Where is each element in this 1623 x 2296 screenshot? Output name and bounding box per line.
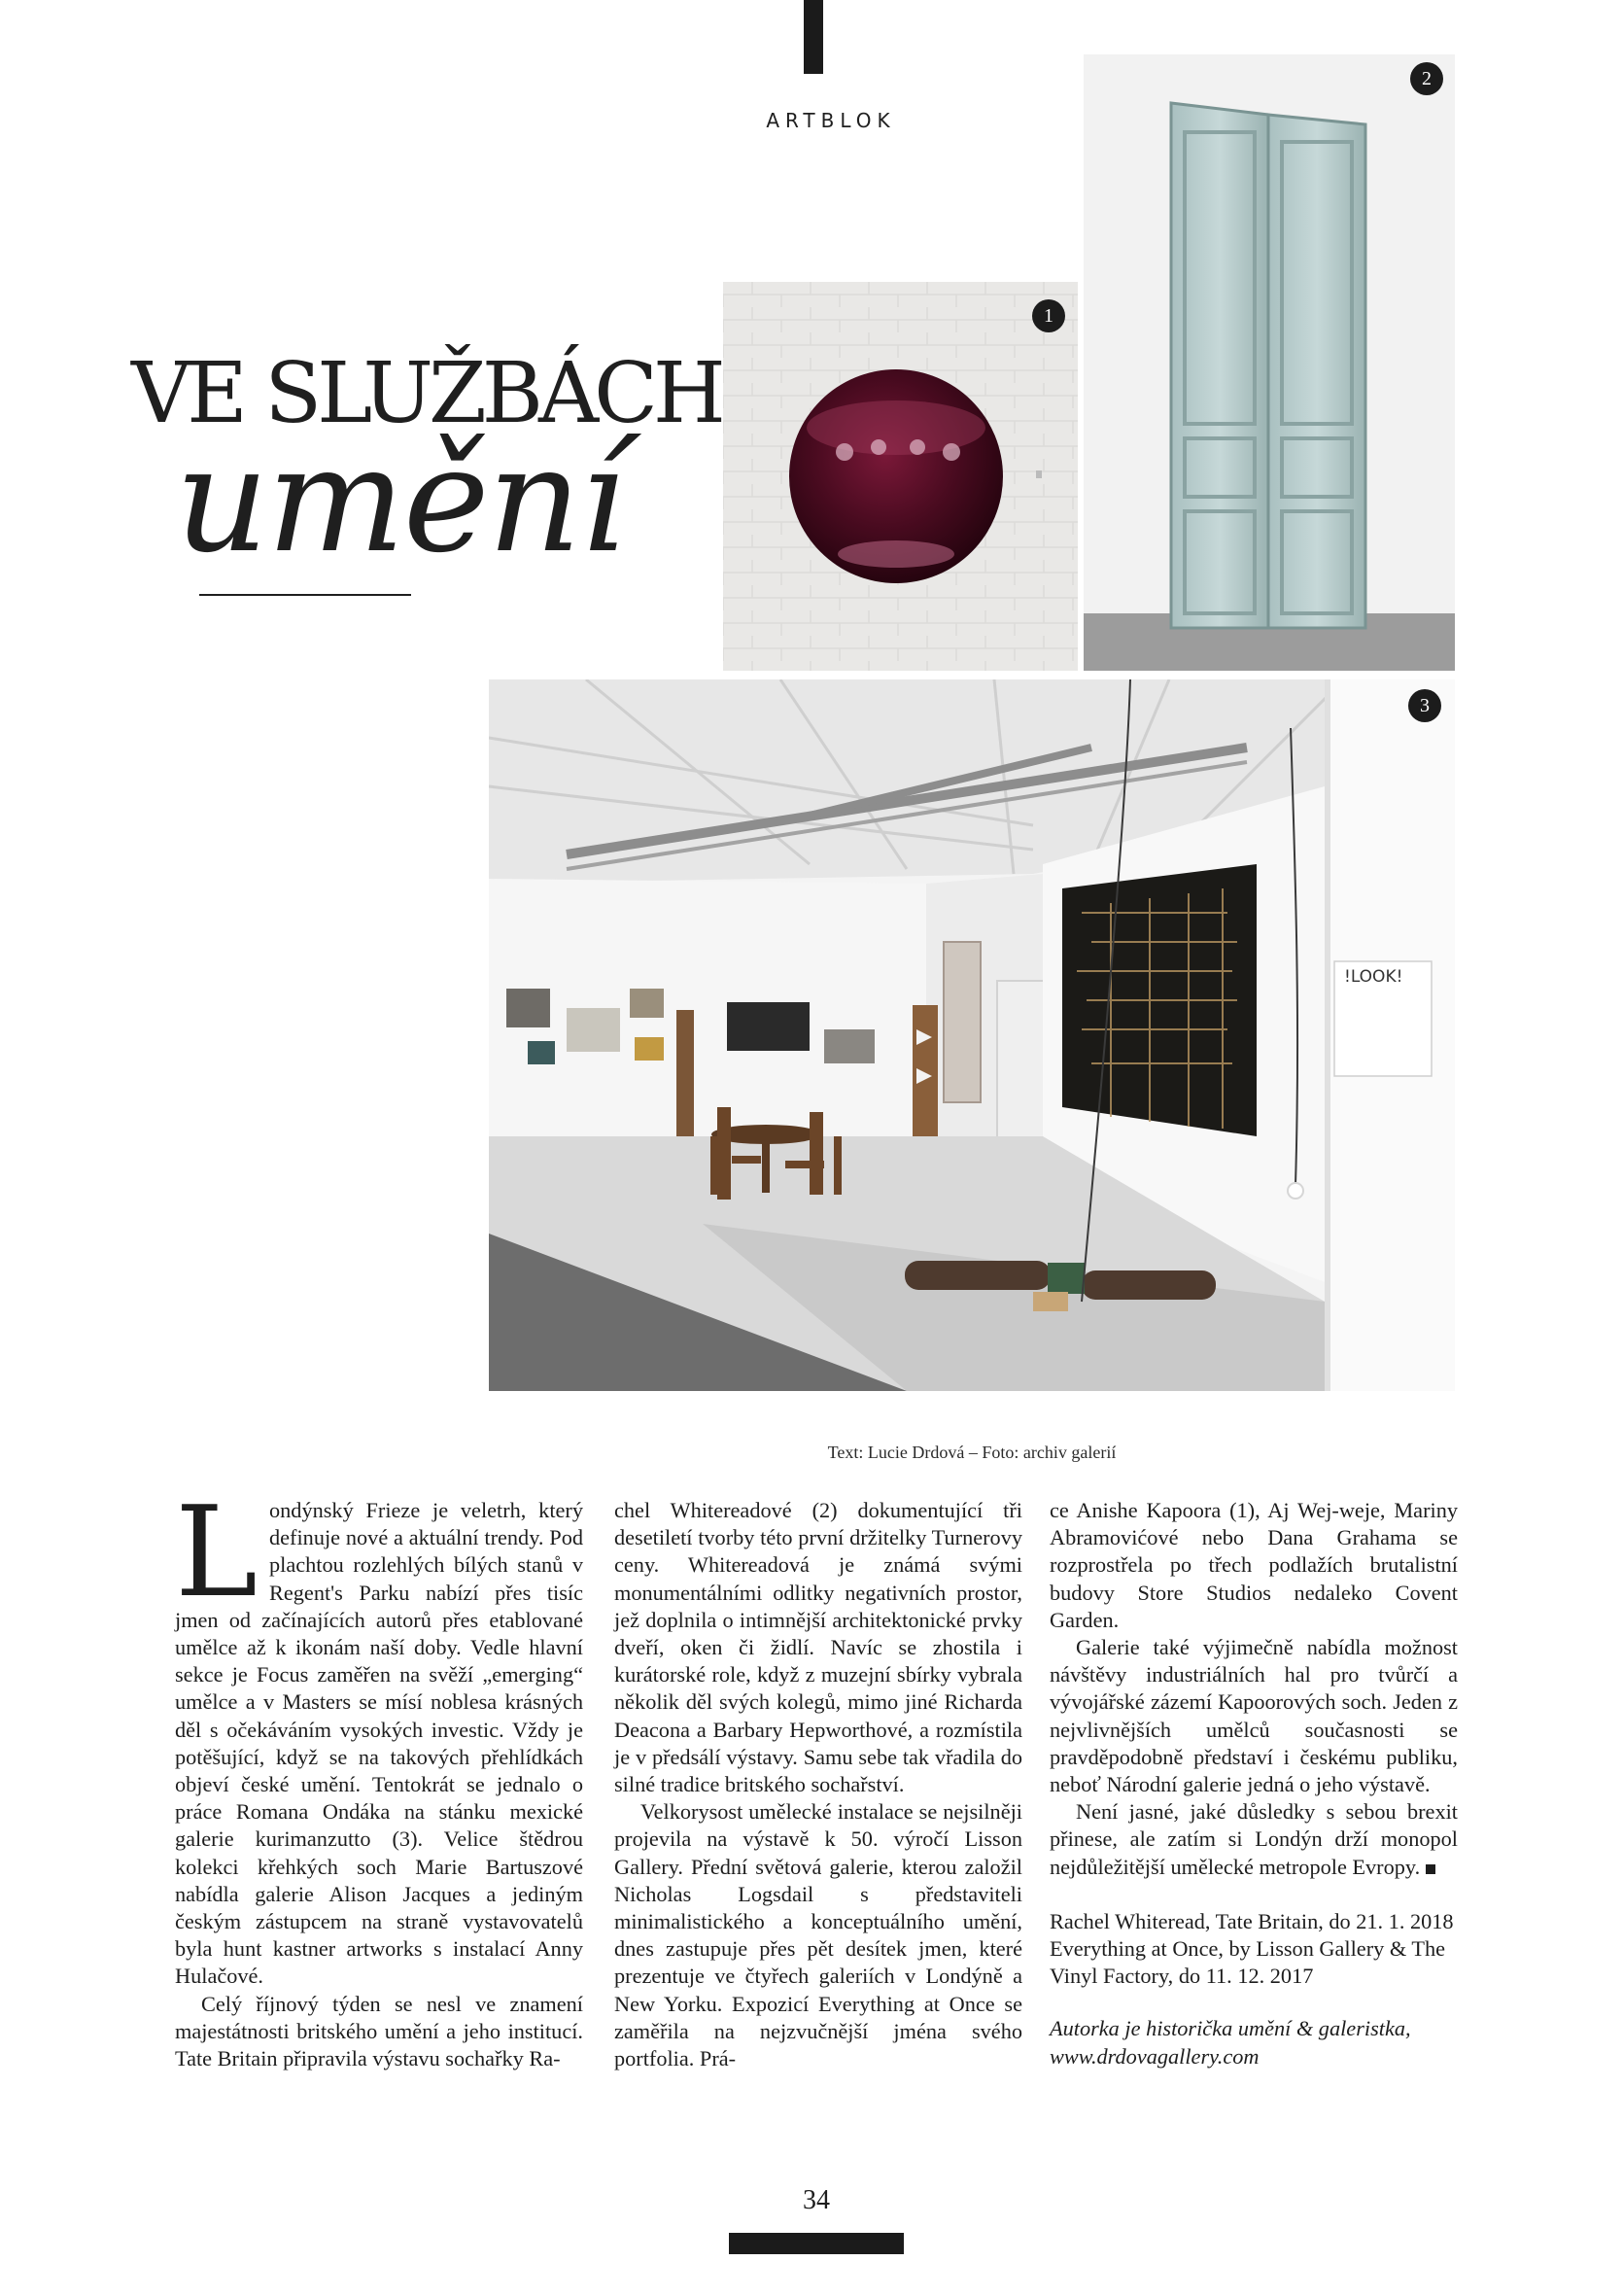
headline-underline [199,594,411,596]
end-of-article-mark [1426,1864,1435,1874]
photo-number-badge: 1 [1032,299,1065,332]
photo-2-glass-doors [1084,54,1455,671]
article-column-1 [175,1480,583,2072]
photo-3-gallery-booth [489,679,1455,1391]
photo-1-mirror-sculpture [723,282,1078,671]
page-number: 34 [803,2185,830,2215]
gallery-booth-image [489,679,1455,1391]
headline-line-1: VE SLUŽBÁCH [131,345,721,442]
glass-doors-image [1084,54,1455,671]
article-paragraph: ce Anishe Kapoora (1), Aj Wej-weje, Mariny Abramovićové nebo Dana Grahama se rozprostřela po třech podlažích brutalistní budovy Store Studios nedaleko Covent Garden. [1050,1498,1458,1632]
article-paragraph: ondýnský Frieze je veletrh, který definuje nové a aktuální trendy. Pod plachtou rozlehlých bílých stanů v Regent's Parku nabízí přes tisíc jmen od začínajících autorů přes etablované umělce až k ikonám naší doby. Vedle hlavní sekce je Focus zaměřen na svěží „emerging“ umělce a v Masters se mísí noblesa krásných děl s očekáváním vysokých investic. Vždy je potěšující, když se na takových přehlídkách objeví české umění. Tentokrát se jednalo o práce Romana Ondáka na stánku mexické galerie kurimanzutto (3). Velice štědrou kolekci křehkých soch Marie Bartuszové nabídla galerie Alison Jacques a jediným českým zástupcem na straně vystavovatelů byla hunt kastner artworks s instalací Anny Hulačové. [175,1498,583,1989]
artwork-look-sign: !LOOK! [1344,967,1403,987]
mirror-sculpture-image [723,282,1078,671]
article-paragraph: chel Whitereadové (2) dokumentující tři desetiletí tvorby této první držitelky Turnerovy ceny. Whitereadová je známá svými monumentálními odlitky negativních prostor, jež doplnila o intimnější architektonické prvky dveří, oken či židlí. Navíc se zhostila i kurátorské role, když z muzejní sbírky vybrala několik děl svých kolegů, mimo jiné Richarda Deacona a Barbary Hepworthové, a rozmístila je v předsálí výstavy. Samu sebe tak vřadila do silné tradice britského sochařství. [614,1498,1022,1797]
article-column-2 [614,1497,1022,2072]
exhibition-info-1: Rachel Whiteread, Tate Britain, do 21. 1. 2018 [1050,1908,1454,1933]
exhibition-info-2: Everything at Once, by Lisson Gallery & The Vinyl Factory, do 11. 12. 2017 [1050,1936,1446,1989]
section-label: ARTBLOK [766,109,896,132]
article-column-3 [1050,1497,1458,2070]
bottom-accent-bar [729,2233,904,2254]
article-paragraph: Celý říjnový týden se nesl ve znamení majestátnosti britského umění a jeho institucí. Tate Britain připravila výstavu sochařky Ra- [175,1991,583,2071]
photo-number-badge: 3 [1408,689,1441,722]
article-paragraph: Galerie také výjimečně nabídla možnost návštěvy industriálních hal pro tvůrčí a vývojářské zázemí Kapoorových soch. Jeden z nejvlivnějších umělců současnosti se pravděpodobně představí i českému publiku, neboť Národní galerie jedná o jeho výstavě. [1050,1635,1458,1797]
top-accent-bar [804,0,823,74]
drop-cap: L [175,1480,258,1625]
article-paragraph: Velkorysost umělecké instalace se nejsilněji projevila na výstavě k 50. výročí Lisson Gallery. Přední světová galerie, kterou založil Nicholas Logsdail s představiteli minimalistického a konceptuálního umění, dnes zastupuje přes pět desítek jmen, které prezentuje ve čtyřech galeriích v Londýně a New Yorku. Expozicí Everything at Once se zaměřila na nejzvučnější jména svého portfolia. Prá- [614,1799,1022,2071]
photo-credit: Text: Lucie Drdová – Foto: archiv galerií [827,1443,1117,1462]
headline-line-2: umění [175,416,625,585]
article-closing-text: Není jasné, jaké důsledky s sebou brexit přinese, ale zatím si Londýn drží monopol nejdůležitější umělecké metropole Evropy. [1050,1799,1458,1879]
author-note: Autorka je historička umění & galeristka, www.drdovagallery.com [1050,2016,1411,2069]
article-closing-paragraph [1050,1798,1458,1881]
photo-number-badge: 2 [1410,62,1443,95]
